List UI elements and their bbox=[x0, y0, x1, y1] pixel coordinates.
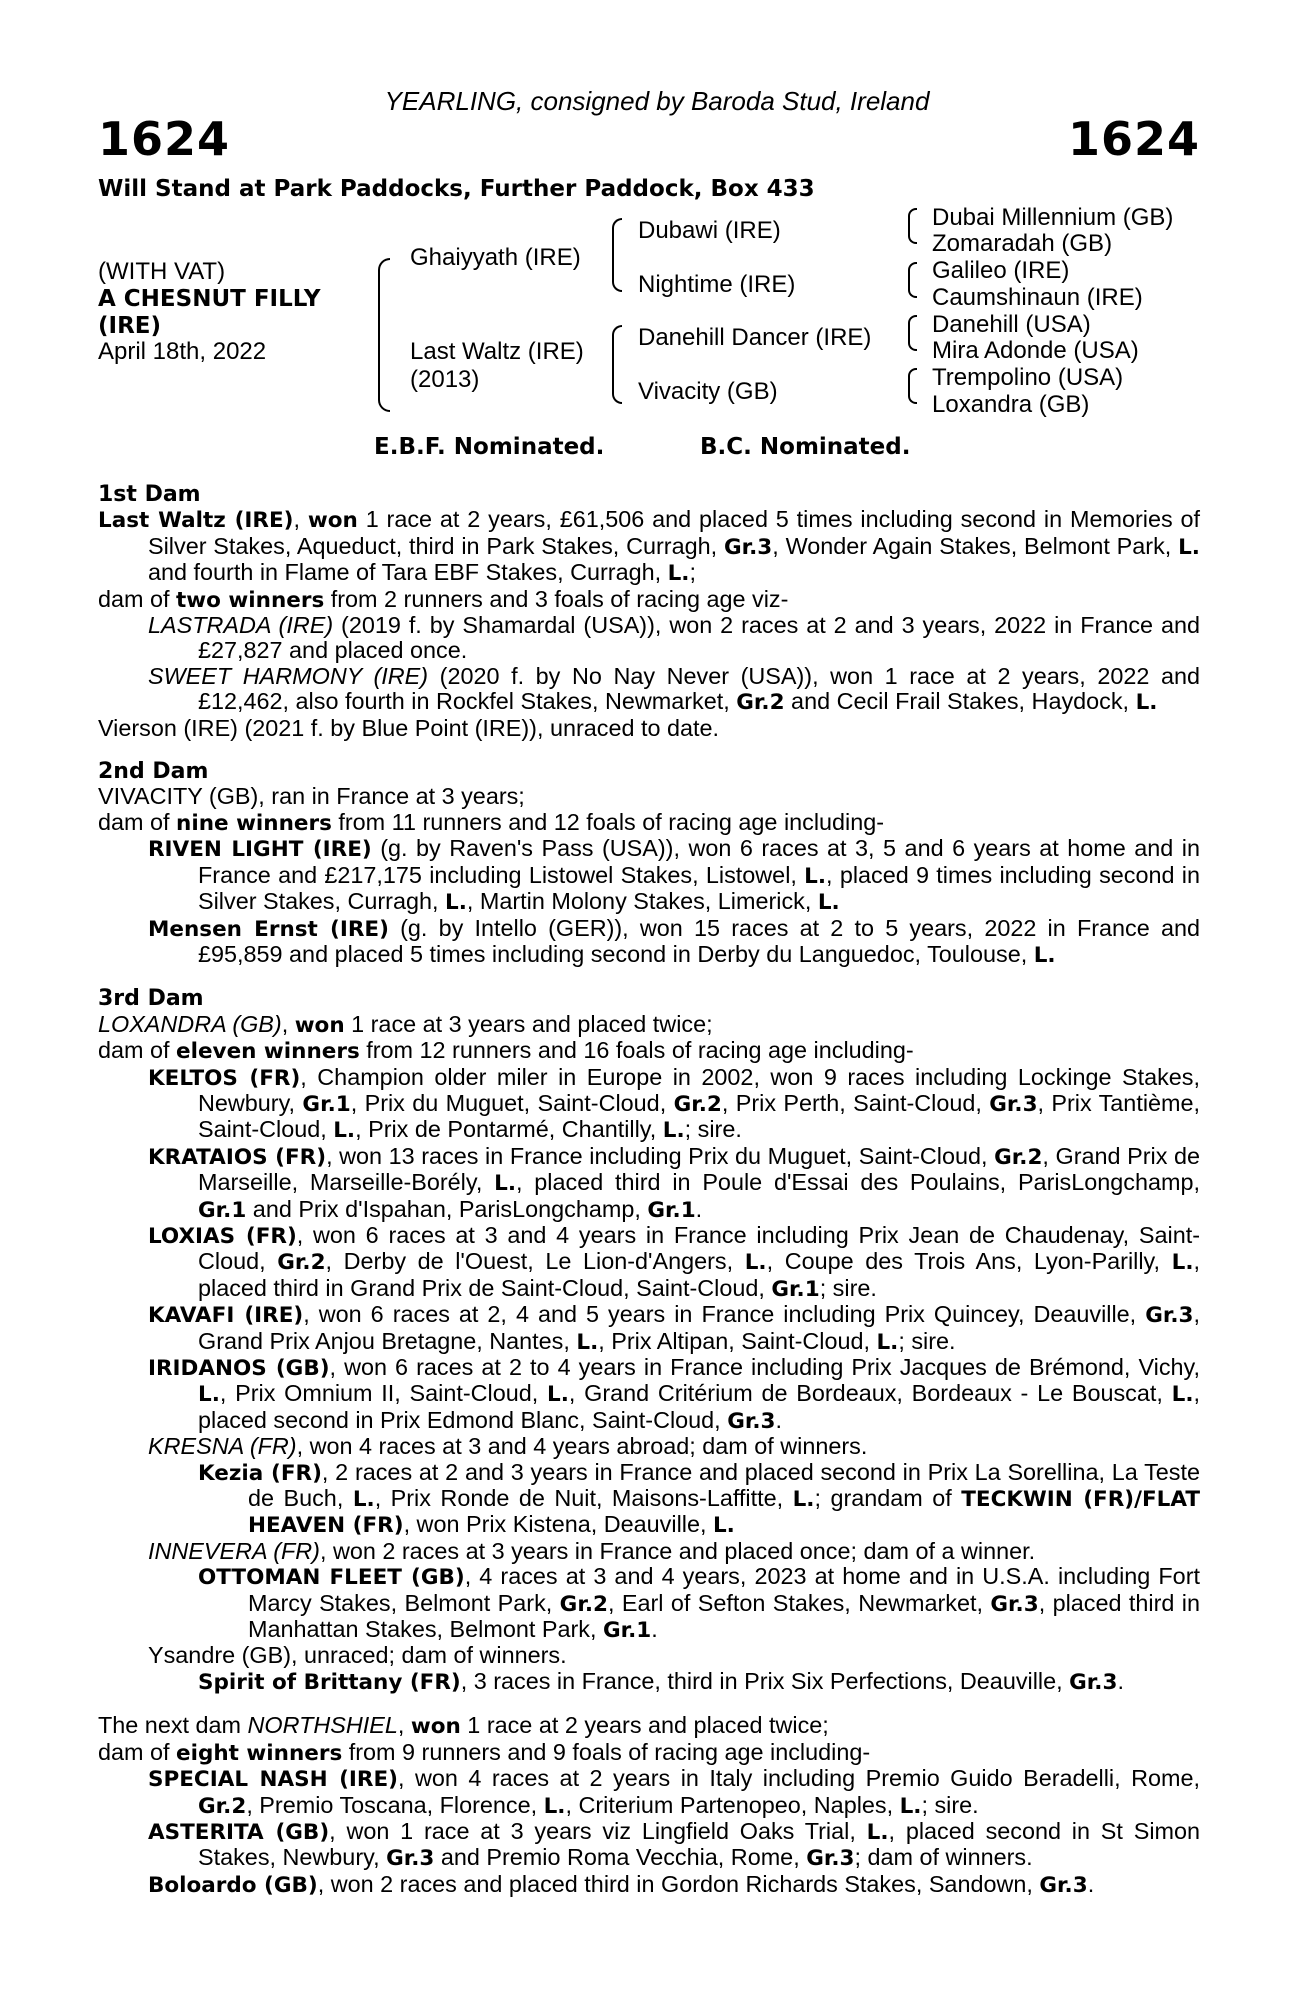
text-run: (g. by Raven's Pass (USA)), won 6 races at 3, 5 and 6 years at home and in France and £217,175 including Listowel Stakes, Listowel, bbox=[198, 835, 1201, 888]
text-run: 1 race at 2 years, £61,506 and placed 5 times including second in Memories of Silver Stakes, Aqueduct, third in Park Stakes, Curragh, bbox=[148, 506, 1201, 559]
text-run: , placed third in Grand Prix de Saint-Cloud, Saint-Cloud, bbox=[198, 1248, 1200, 1301]
bold-text: L. bbox=[1033, 942, 1056, 968]
bold-text: LOXIAS (FR) bbox=[148, 1223, 297, 1249]
pedigree-paragraph bbox=[98, 1012, 1200, 1038]
text-run: from 11 runners and 12 foals of racing age including- bbox=[331, 808, 885, 835]
dam-sire: Danehill Dancer (IRE) bbox=[638, 324, 872, 351]
text-run: dam of bbox=[98, 585, 177, 612]
text-run: , bbox=[293, 506, 308, 533]
lot-number-left: 1624 bbox=[98, 112, 231, 166]
text-run: from 9 runners and 9 foals of racing age including- bbox=[342, 1738, 871, 1765]
bold-text: two winners bbox=[176, 587, 325, 613]
text-run: , 2 races at 2 and 3 years in France and placed second in Prix La Sorellina, La Teste de Buch, bbox=[248, 1458, 1200, 1512]
catalogue-body bbox=[98, 482, 1200, 1898]
text-run: , Coupe des Trois Ans, Lyon-Parilly, bbox=[766, 1248, 1172, 1275]
pedigree-paragraph bbox=[98, 1355, 1200, 1434]
bold-text: eleven winners bbox=[176, 1039, 360, 1065]
bold-text: Gr.3 bbox=[990, 1591, 1039, 1617]
sire-sire: Dubawi (IRE) bbox=[638, 217, 781, 244]
pedigree-paragraph bbox=[98, 1766, 1200, 1819]
dd-dam: Loxandra (GB) bbox=[932, 391, 1090, 418]
bold-text: Gr.2 bbox=[673, 1091, 722, 1117]
bold-text: L. bbox=[712, 1513, 735, 1539]
horse-name-line2: (IRE) bbox=[98, 313, 162, 339]
bold-text: IRIDANOS (GB) bbox=[148, 1356, 330, 1381]
bold-text: L. bbox=[576, 1329, 599, 1355]
bold-text: eight winners bbox=[176, 1740, 343, 1766]
text-run: , placed second in Prix Edmond Blanc, Saint-Cloud, bbox=[198, 1380, 1200, 1433]
text-run: ; grandam of bbox=[814, 1485, 962, 1512]
pedigree-paragraph bbox=[98, 1564, 1200, 1643]
bold-text: Gr.2 bbox=[736, 690, 785, 716]
italic-text: LOXANDRA (GB) bbox=[98, 1010, 282, 1037]
text-run: ; sire. bbox=[819, 1274, 877, 1301]
bold-text: Gr.3 bbox=[386, 1846, 435, 1872]
pedigree-paragraph bbox=[98, 1669, 1200, 1695]
italic-text: SWEET HARMONY (IRE) bbox=[148, 662, 429, 689]
bold-text: Gr.3 bbox=[723, 534, 773, 560]
text-run: ; sire. bbox=[684, 1116, 742, 1143]
bold-text: Gr.3 bbox=[727, 1408, 776, 1434]
section-heading: 2nd Dam bbox=[98, 759, 209, 785]
text-run: and Cecil Frail Stakes, Haydock, bbox=[784, 688, 1136, 715]
ds-sire: Danehill (USA) bbox=[932, 311, 1091, 338]
bold-text: L. bbox=[1135, 690, 1158, 716]
text-run: . bbox=[695, 1195, 703, 1222]
bold-text: L. bbox=[198, 1382, 220, 1408]
bold-text: TECKWIN (FR)/FLAT HEAVEN (FR) bbox=[248, 1487, 1201, 1539]
pedigree-paragraph bbox=[98, 716, 1200, 741]
bold-text: Gr.3 bbox=[806, 1846, 855, 1872]
text-run: , 3 races in France, third in Prix Six Perfections, Deauville, bbox=[460, 1667, 1070, 1694]
text-run: , placed third in Poule d'Essai des Poulains, ParisLongchamp, bbox=[516, 1169, 1200, 1196]
foaling-date: April 18th, 2022 bbox=[98, 338, 267, 365]
bold-text: won bbox=[307, 508, 358, 534]
sire-name: Ghaiyyath (IRE) bbox=[410, 244, 581, 271]
bold-text: L. bbox=[1178, 534, 1200, 560]
text-run: , Grand Prix Anjou Bretagne, Nantes, bbox=[198, 1301, 1200, 1354]
bold-text: L. bbox=[662, 1118, 685, 1144]
bold-text: Gr.2 bbox=[198, 1793, 247, 1819]
text-run: , won 13 races in France including Prix du Muguet, Saint-Cloud, bbox=[326, 1142, 995, 1169]
text-run: , Grand Critérium de Bordeaux, Bordeaux - Le Bouscat, bbox=[568, 1380, 1172, 1407]
bc-nomination: B.C. Nominated. bbox=[700, 434, 911, 460]
text-run: , Prix Altipan, Saint-Cloud, bbox=[598, 1327, 877, 1354]
bold-text: Gr.2 bbox=[559, 1591, 608, 1617]
pedigree-paragraph bbox=[98, 836, 1200, 915]
bold-text: nine winners bbox=[176, 810, 332, 836]
pedigree-paragraph bbox=[98, 1460, 1200, 1539]
text-run: ; sire. bbox=[921, 1791, 979, 1818]
text-run: ; bbox=[689, 559, 696, 586]
bold-text: L. bbox=[817, 890, 840, 916]
text-run: Ysandre (GB), unraced; dam of winners. bbox=[148, 1642, 567, 1669]
sd-dam: Caumshinaun (IRE) bbox=[932, 284, 1143, 311]
text-run: , Champion older miler in Europe in 2002, won 9 races including Lockinge Stakes, Newbury, bbox=[198, 1063, 1200, 1116]
bold-text: L. bbox=[667, 561, 690, 587]
bold-text: KELTOS (FR) bbox=[148, 1065, 301, 1091]
pedigree-paragraph bbox=[98, 587, 1200, 613]
text-run: , won 6 races at 3 and 4 years in France including Prix Jean de Chaudenay, Saint-Cloud, bbox=[198, 1221, 1200, 1275]
bold-text: Gr.2 bbox=[277, 1250, 326, 1276]
text-run: , won 6 races at 2 to 4 years in France including Prix Jacques de Brémond, Vichy, bbox=[329, 1354, 1200, 1380]
dam-year: (2013) bbox=[410, 366, 480, 393]
text-run: . bbox=[651, 1616, 658, 1643]
consignment-line: YEARLING, consigned by Baroda Stud, Ireland bbox=[384, 86, 930, 116]
bold-text: L. bbox=[543, 1793, 566, 1819]
text-run: , won 1 race at 3 years viz Lingfield Oaks Trial, bbox=[329, 1817, 867, 1844]
bold-text: ASTERITA (GB) bbox=[148, 1819, 330, 1845]
text-run: , Prix de Pontarmé, Chantilly, bbox=[355, 1116, 663, 1143]
bold-text: Gr.1 bbox=[647, 1197, 696, 1223]
text-run: and Prix d'Ispahan, ParisLongchamp, bbox=[246, 1195, 648, 1222]
ss-dam: Zomaradah (GB) bbox=[932, 230, 1113, 257]
text-run: (2020 f. by No Nay Never (USA)), won 1 race at 2 years, 2022 and £12,462, also fourth in Rockfel Stakes, Newmarket, bbox=[198, 662, 1200, 715]
bold-text: L. bbox=[1171, 1382, 1194, 1408]
text-run: dam of bbox=[98, 1037, 177, 1064]
bold-text: L. bbox=[744, 1250, 767, 1276]
pedigree-brace-ss bbox=[908, 208, 917, 244]
pedigree-paragraph bbox=[98, 1434, 1200, 1459]
bold-text: L. bbox=[494, 1171, 516, 1197]
text-run: , won 2 races and placed third in Gordon Richards Stakes, Sandown, bbox=[317, 1870, 1040, 1897]
text-run: , bbox=[281, 1010, 295, 1037]
text-run: 1 race at 3 years and placed twice; bbox=[344, 1010, 713, 1037]
stand-location: Will Stand at Park Paddocks, Further Paddock, Box 433 bbox=[98, 176, 815, 202]
pedigree-paragraph bbox=[98, 1539, 1200, 1564]
italic-text: INNEVERA (FR) bbox=[148, 1537, 320, 1564]
bold-text: L. bbox=[804, 863, 827, 889]
pedigree-brace-ds bbox=[908, 315, 917, 351]
bold-text: Boloardo (GB) bbox=[148, 1872, 318, 1898]
bold-text: L. bbox=[1171, 1250, 1194, 1276]
section-heading: 3rd Dam bbox=[98, 986, 204, 1012]
bold-text: Gr.1 bbox=[198, 1197, 247, 1223]
bold-text: L. bbox=[866, 1819, 889, 1845]
bold-text: won bbox=[294, 1012, 345, 1038]
text-run: , Grand Prix de Marseille, Marseille-Borély, bbox=[198, 1142, 1200, 1196]
text-run: , won 2 races at 3 years in France and placed once; dam of a winner. bbox=[319, 1537, 1036, 1564]
text-run: (2019 f. by Shamardal (USA)), won 2 races at 2 and 3 years, 2022 in France and £27,827 and placed once. bbox=[198, 612, 1200, 664]
text-run: , Earl of Sefton Stakes, Newmarket, bbox=[607, 1589, 991, 1616]
text-run: , placed 9 times including second in Silver Stakes, Curragh, bbox=[198, 861, 1200, 915]
bold-text: L. bbox=[547, 1382, 569, 1408]
bold-text: SPECIAL NASH (IRE) bbox=[148, 1767, 398, 1793]
bold-text: KAVAFI (IRE) bbox=[148, 1303, 304, 1329]
pedigree-paragraph bbox=[98, 1302, 1200, 1355]
vat-note: (WITH VAT) bbox=[98, 258, 226, 285]
lot-number-right: 1624 bbox=[1067, 112, 1200, 166]
pedigree-paragraph bbox=[98, 1223, 1200, 1302]
bold-text: Kezia (FR) bbox=[198, 1460, 322, 1486]
ss-sire: Dubai Millennium (GB) bbox=[932, 204, 1174, 231]
pedigree-paragraph bbox=[98, 916, 1200, 969]
text-run: , Martin Molony Stakes, Limerick, bbox=[466, 888, 818, 915]
text-run: , won 4 races at 3 and 4 years abroad; dam of winners. bbox=[296, 1433, 868, 1460]
bold-text: L. bbox=[352, 1487, 375, 1513]
bold-text: Gr.3 bbox=[1145, 1303, 1194, 1329]
text-run: from 12 runners and 16 foals of racing age including- bbox=[359, 1037, 914, 1064]
text-run: , placed second in St Simon Stakes, Newbury, bbox=[198, 1817, 1201, 1871]
pedigree-paragraph bbox=[98, 1643, 1200, 1668]
bold-text: Mensen Ernst (IRE) bbox=[148, 916, 389, 942]
pedigree-paragraph bbox=[98, 810, 1200, 836]
text-run: . bbox=[1087, 1870, 1095, 1897]
pedigree-paragraph bbox=[98, 1872, 1200, 1898]
text-run: , Derby de l'Ouest, Le Lion-d'Angers, bbox=[325, 1248, 745, 1275]
pedigree-brace-gen1 bbox=[378, 258, 390, 412]
pedigree-paragraph bbox=[98, 1819, 1200, 1872]
bold-text: KRATAIOS (FR) bbox=[148, 1144, 327, 1170]
text-run: VIVACITY (GB), ran in France at 3 years; bbox=[98, 783, 525, 810]
bold-text: L. bbox=[445, 890, 467, 916]
dd-sire: Trempolino (USA) bbox=[932, 364, 1124, 391]
pedigree-paragraph bbox=[98, 664, 1200, 716]
text-run: from 2 runners and 3 foals of racing age viz- bbox=[324, 585, 789, 612]
text-run: , placed third in Manhattan Stakes, Belmont Park, bbox=[248, 1589, 1201, 1643]
italic-text: LASTRADA (IRE) bbox=[148, 612, 334, 639]
pedigree-brace-sire bbox=[612, 218, 622, 292]
text-run: ; sire. bbox=[898, 1327, 956, 1354]
bold-text: Gr.2 bbox=[994, 1144, 1043, 1170]
bold-text: won bbox=[410, 1714, 461, 1740]
italic-text: NORTHSHIEL bbox=[247, 1712, 398, 1739]
text-run: Vierson (IRE) (2021 f. by Blue Point (IRE)), unraced to date. bbox=[98, 714, 720, 741]
bold-text: L. bbox=[333, 1118, 356, 1144]
ebf-nomination: E.B.F. Nominated. bbox=[374, 434, 605, 460]
text-run: , won 6 races at 2, 4 and 5 years in France including Prix Quincey, Deauville, bbox=[303, 1301, 1146, 1328]
pedigree-brace-dd bbox=[908, 368, 917, 404]
text-run: . bbox=[775, 1406, 782, 1433]
bold-text: L. bbox=[876, 1329, 899, 1355]
pedigree-paragraph bbox=[98, 784, 1200, 809]
text-run: and Premio Roma Vecchia, Rome, bbox=[434, 1844, 807, 1871]
bold-text: RIVEN LIGHT (IRE) bbox=[148, 837, 372, 863]
text-run: , bbox=[397, 1712, 411, 1739]
pedigree-brace-sd bbox=[908, 262, 917, 298]
text-run: , Prix du Muguet, Saint-Cloud, bbox=[350, 1089, 674, 1116]
bold-text: Gr.3 bbox=[1069, 1669, 1118, 1695]
bold-text: L. bbox=[899, 1793, 922, 1819]
dam-name: Last Waltz (IRE) bbox=[410, 338, 584, 365]
ds-dam: Mira Adonde (USA) bbox=[932, 337, 1139, 364]
bold-text: L. bbox=[792, 1487, 815, 1513]
dam-dam: Vivacity (GB) bbox=[638, 378, 778, 405]
bold-text: Last Waltz (IRE) bbox=[98, 508, 294, 534]
pedigree-paragraph bbox=[98, 1740, 1200, 1766]
text-run: , Criterium Partenopeo, Naples, bbox=[565, 1791, 900, 1818]
text-run: , Prix Omnium II, Saint-Cloud, bbox=[219, 1380, 548, 1407]
bold-text: Gr.1 bbox=[302, 1091, 351, 1117]
pedigree-paragraph bbox=[98, 1065, 1200, 1144]
text-run: , won 4 races at 2 years in Italy including Premio Guido Beradelli, Rome, bbox=[398, 1765, 1200, 1792]
pedigree-paragraph bbox=[98, 1713, 1200, 1739]
text-run: , Prix Perth, Saint-Cloud, bbox=[721, 1089, 990, 1116]
text-run: , Prix Tantième, Saint-Cloud, bbox=[198, 1089, 1201, 1143]
horse-name-line1: A CHESNUT FILLY bbox=[98, 286, 321, 312]
sire-dam: Nightime (IRE) bbox=[638, 271, 796, 298]
pedigree-paragraph bbox=[98, 507, 1200, 586]
text-run: , Prix Ronde de Nuit, Maisons-Laffitte, bbox=[374, 1485, 793, 1512]
bold-text: Gr.1 bbox=[602, 1618, 652, 1644]
bold-text: Gr.3 bbox=[1039, 1872, 1088, 1898]
text-run: dam of bbox=[98, 808, 177, 835]
sd-sire: Galileo (IRE) bbox=[932, 257, 1070, 284]
bold-text: Gr.1 bbox=[771, 1276, 820, 1302]
italic-text: KRESNA (FR) bbox=[148, 1433, 297, 1460]
section-heading: 1st Dam bbox=[98, 482, 201, 507]
text-run: , 4 races at 3 and 4 years, 2023 at home and in U.S.A. including Fort Marcy Stakes, Belmont Park, bbox=[248, 1563, 1200, 1616]
text-run: dam of bbox=[98, 1738, 177, 1765]
text-run: , Wonder Again Stakes, Belmont Park, bbox=[772, 532, 1179, 559]
pedigree-paragraph bbox=[98, 1144, 1200, 1223]
bold-text: OTTOMAN FLEET (GB) bbox=[198, 1565, 465, 1591]
pedigree-brace-dam bbox=[612, 325, 622, 404]
text-run: 1 race at 2 years and placed twice; bbox=[460, 1712, 829, 1739]
text-run: , Premio Toscana, Florence, bbox=[246, 1791, 544, 1818]
text-run: . bbox=[1117, 1667, 1124, 1694]
text-run: The next dam bbox=[98, 1712, 248, 1739]
pedigree-paragraph bbox=[98, 613, 1200, 664]
text-run: ; dam of winners. bbox=[854, 1844, 1033, 1871]
text-run: , won Prix Kistena, Deauville, bbox=[403, 1511, 713, 1538]
bold-text: Spirit of Brittany (FR) bbox=[198, 1669, 461, 1695]
text-run: and fourth in Flame of Tara EBF Stakes, Curragh, bbox=[148, 559, 668, 586]
text-run: (g. by Intello (GER)), won 15 races at 2 to 5 years, 2022 in France and £95,859 and placed 5 times including second in Derby du Languedoc, Toulouse, bbox=[198, 914, 1200, 967]
bold-text: Gr.3 bbox=[989, 1091, 1038, 1117]
pedigree-paragraph bbox=[98, 1038, 1200, 1064]
